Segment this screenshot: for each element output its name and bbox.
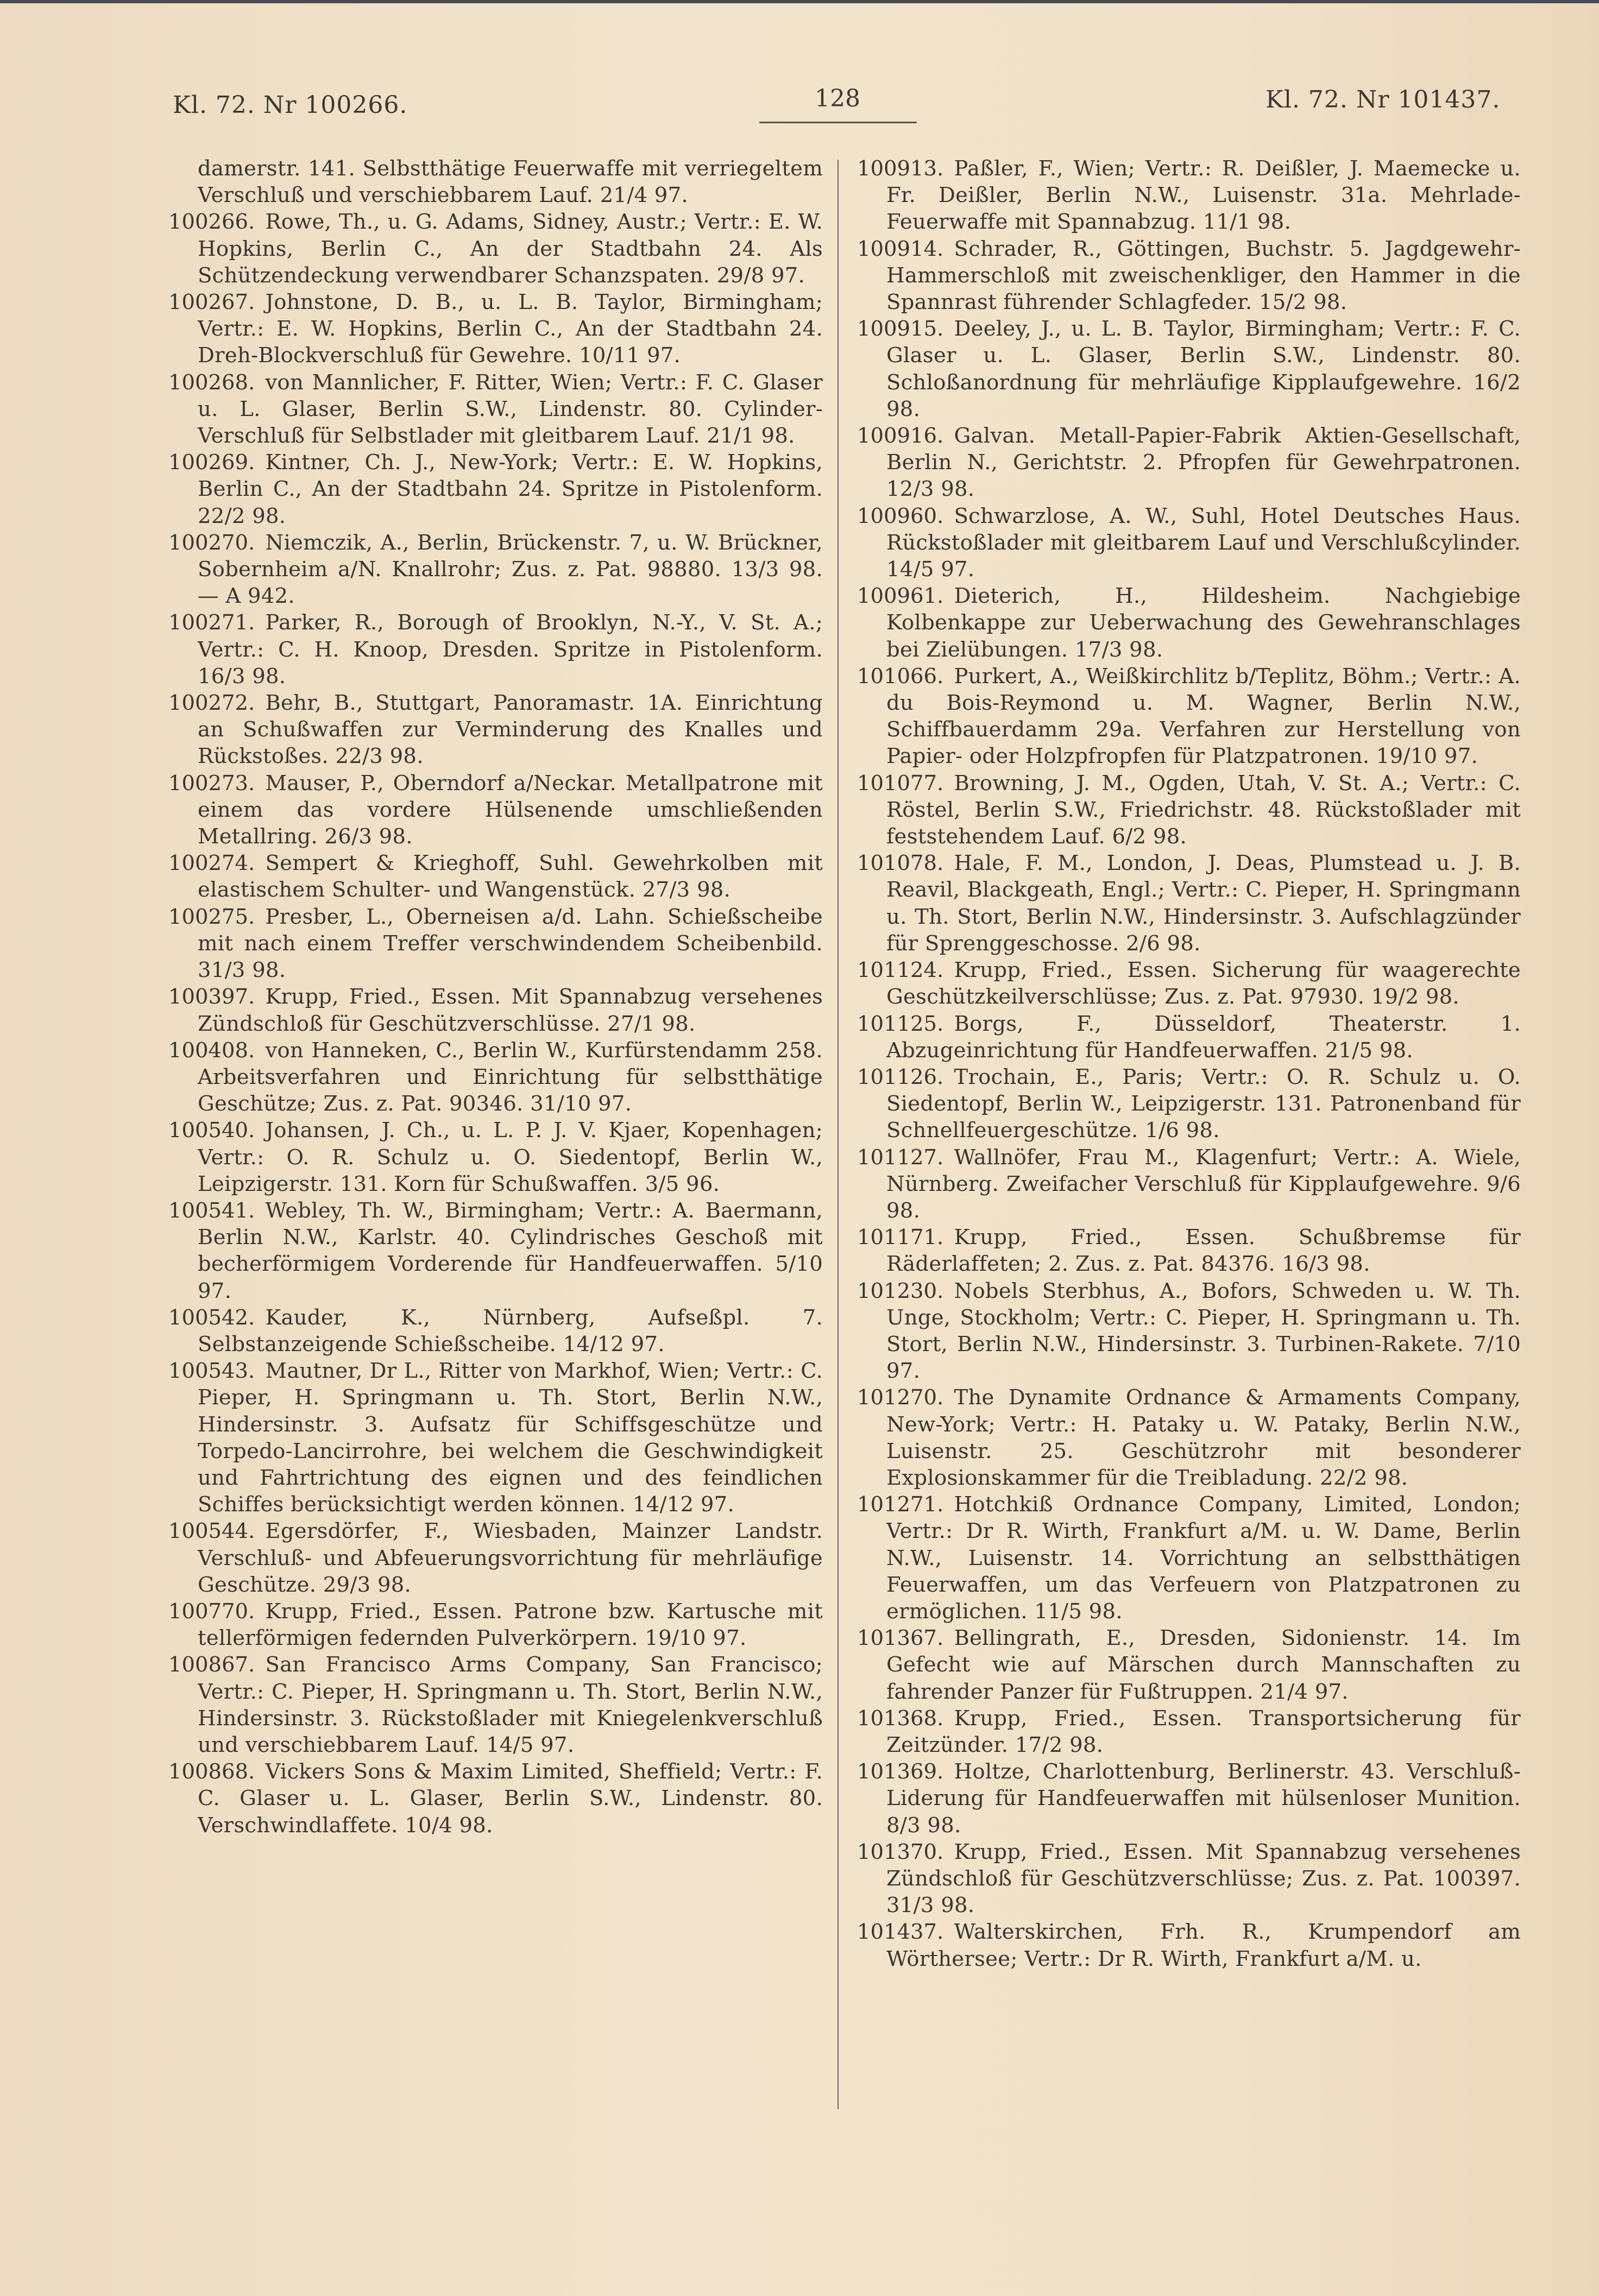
entry-text: Holtze, Charlottenburg, Berlinerstr. 43. Verschluß-Liderung für Handfeuerwaffen mit hülsenloser Munition. 8/3 98. — [886, 1759, 1521, 1838]
patent-entry — [857, 422, 1521, 503]
entry-text: Webley, Th. W., Birmingham; Vertr.: A. Baermann, Berlin N.W., Karlstr. 40. Cylindrisches Geschoß mit becherförmigem Vorderende für Handfeuerwaffen. 5/10 97. — [198, 1198, 823, 1303]
patent-number: 101437. — [857, 1920, 944, 1945]
patent-number: 100913. — [857, 156, 944, 181]
patent-entry — [857, 957, 1521, 1010]
patent-entry — [857, 1011, 1521, 1064]
document-page — [0, 3, 1599, 2296]
patent-number: 100266. — [168, 210, 255, 235]
patent-number: 101368. — [857, 1706, 944, 1731]
patent-number: 100269. — [168, 450, 255, 475]
patent-number: 101367. — [857, 1626, 944, 1651]
patent-entry — [168, 1358, 823, 1518]
patent-entry — [857, 770, 1521, 850]
patent-number: 101078. — [857, 851, 944, 876]
patent-number: 101066. — [857, 664, 944, 689]
header-right-range: Kl. 72. Nr 101437. — [1266, 86, 1501, 113]
entry-text: The Dynamite Ordnance & Armaments Company, New-York; Vertr.: H. Pataky u. W. Pataky, Berlin N.W., Luisenstr. 25. Geschützrohr mit besonderer Explosionskammer für die Treibladung. 22/2 98. — [886, 1385, 1521, 1490]
right-column — [857, 155, 1521, 1972]
patent-number: 100543. — [168, 1359, 255, 1384]
patent-entry — [857, 1064, 1521, 1144]
entry-text: Kintner, Ch. J., New-York; Vertr.: E. W. Hopkins, Berlin C., An der Stadtbahn 24. Spritze in Pistolenform. 22/2 98. — [198, 450, 823, 528]
entry-text: Schwarzlose, A. W., Suhl, Hotel Deutsches Haus. Rückstoßlader mit gleitbarem Lauf und Verschlußcylinder. 14/5 97. — [886, 503, 1521, 582]
patent-entry — [857, 503, 1521, 583]
patent-number: 100397. — [168, 985, 255, 1010]
entry-text: Johnstone, D. B., u. L. B. Taylor, Birmingham; Vertr.: E. W. Hopkins, Berlin C., An der Stadtbahn 24. Dreh-Blockverschluß für Gewehre. 10/11 97. — [198, 290, 823, 368]
patent-entry — [168, 1598, 823, 1651]
patent-number: 100274. — [168, 851, 255, 876]
patent-number: 100914. — [857, 236, 944, 261]
patent-entry — [168, 770, 823, 850]
patent-number: 101270. — [857, 1385, 944, 1410]
patent-entry — [857, 1224, 1521, 1277]
entry-text: Krupp, Fried., Essen. Patrone bzw. Kartusche mit tellerförmigen federnden Pulverkörpern. 19/10 97. — [198, 1599, 823, 1651]
header-left-range: Kl. 72. Nr 100266. — [173, 91, 408, 119]
patent-entry — [857, 1839, 1521, 1919]
entry-text: Egersdörfer, F., Wiesbaden, Mainzer Landstr. Verschluß- und Abfeuerungsvorrichtung für mehrläufige Geschütze. 29/3 98. — [198, 1519, 823, 1597]
entry-text: Rowe, Th., u. G. Adams, Sidney, Austr.; Vertr.: E. W. Hopkins, Berlin C., An der Stadtbahn 24. Als Schützendeckung verwendbarer Schanzspaten. 29/8 97. — [198, 210, 823, 288]
patent-entry — [857, 1384, 1521, 1491]
patent-entry — [168, 1037, 823, 1118]
entry-text: Nobels Sterbhus, A., Bofors, Schweden u. W. Th. Unge, Stockholm; Vertr.: C. Pieper, H. Springmann u. Th. Stort, Berlin N.W., Hindersinstr. 3. Turbinen-Rakete. 7/10 97. — [886, 1278, 1521, 1384]
patent-entry — [857, 155, 1521, 236]
patent-entry — [168, 209, 823, 289]
entry-text: Bellingrath, E., Dresden, Sidonienstr. 14. Im Gefecht wie auf Märschen durch Mannschaften zu fahrender Panzer für Fußtruppen. 21/4 97. — [886, 1626, 1521, 1704]
page-number-rule — [759, 122, 917, 123]
entry-text: Browning, J. M., Ogden, Utah, V. St. A.; Vertr.: C. Röstel, Berlin S.W., Friedrichstr. 48. Rückstoßlader mit feststehendem Lauf. 6/2 98. — [886, 771, 1521, 849]
entry-text: Deeley, J., u. L. B. Taylor, Birmingham; Vertr.: F. C. Glaser u. L. Glaser, Berlin S.W., Lindenstr. 80. Schloßanordnung für mehrläufige Kipplaufgewehre. 16/2 98. — [886, 317, 1521, 421]
entry-text: damerstr. 141. Selbstthätige Feuerwaffe mit verriegeltem Verschluß und verschiebbarem Lauf. 21/4 97. — [198, 156, 823, 208]
entry-text: Purkert, A., Weißkirchlitz b/Teplitz, Böhm.; Vertr.: A. du Bois-Reymond u. M. Wagner, Berlin N.W., Schiffbauerdamm 29a. Verfahren zur Herstellung von Papier- oder Holzpfropfen für Platzpatronen. 19/10 97. — [886, 664, 1521, 769]
entry-text: Hotchkiß Ordnance Company, Limited, London; Vertr.: Dr R. Wirth, Frankfurt a/M. u. W. Dame, Berlin N.W., Luisenstr. 14. Vorrichtung an selbstthätigen Feuerwaffen, um das Verfeuern von Platzpatronen zu ermöglichen. 11/5 98. — [886, 1492, 1521, 1624]
patent-entry — [168, 1651, 823, 1758]
patent-entry — [168, 1758, 823, 1839]
continued-entry — [168, 155, 823, 209]
patent-entry — [857, 583, 1521, 663]
patent-entry — [168, 1117, 823, 1197]
entry-text: Sempert & Krieghoff, Suhl. Gewehrkolben mit elastischem Schulter- und Wangenstück. 27/3 98. — [198, 851, 823, 903]
patent-number: 100544. — [168, 1519, 255, 1544]
column-divider — [838, 160, 839, 2109]
entry-text: Krupp, Fried., Essen. Mit Spannabzug versehenes Zündschloß für Geschützverschlüsse. 27/1 98. — [198, 985, 823, 1036]
entry-text: Mautner, Dr L., Ritter von Markhof, Wien; Vertr.: C. Pieper, H. Springmann u. Th. Stort, Berlin N.W., Hindersinstr. 3. Aufsatz für Schiffsgeschütze und Torpedo-Lancirrohre, bei welchem die Geschwindigkeit und Fahrtrichtung des eignen und des feindlichen Schiffes berücksichtigt werden können. 14/12 97. — [198, 1359, 823, 1517]
entry-text: Trochain, E., Paris; Vertr.: O. R. Schulz u. O. Siedentopf, Berlin W., Leipzigerstr. 131. Patronenband für Schnellfeuergeschütze. 1/6 98. — [886, 1064, 1521, 1143]
patent-entry — [168, 289, 823, 369]
patent-entry — [857, 316, 1521, 422]
patent-entry — [857, 850, 1521, 957]
patent-entry — [168, 609, 823, 690]
entry-text: Kauder, K., Nürnberg, Aufseßpl. 7. Selbstanzeigende Schießscheibe. 14/12 97. — [198, 1305, 823, 1357]
entry-text: Galvan. Metall-Papier-Fabrik Aktien-Gesellschaft, Berlin N., Gerichtstr. 2. Pfropfen für Gewehrpatronen. 12/3 98. — [886, 424, 1521, 502]
entry-text: Johansen, J. Ch., u. L. P. J. V. Kjaer, Kopenhagen; Vertr.: O. R. Schulz u. O. Siedentopf, Berlin W., Leipzigerstr. 131. Korn für Schußwaffen. 3/5 96. — [198, 1118, 823, 1196]
entry-text: Schrader, R., Göttingen, Buchstr. 5. Jagdgewehr-Hammerschloß mit zweischenkliger, den Hammer in die Spannrast führender Schlagfeder. 15/2 98. — [886, 236, 1521, 315]
patent-number: 100868. — [168, 1759, 255, 1784]
entry-text: Parker, R., Borough of Brooklyn, N.-Y., V. St. A.; Vertr.: C. H. Knoop, Dresden. Spritze in Pistolenform. 16/3 98. — [198, 610, 823, 689]
patent-number: 101127. — [857, 1145, 944, 1170]
patent-number: 101230. — [857, 1278, 944, 1303]
patent-number: 101126. — [857, 1064, 944, 1089]
entry-text: Vickers Sons & Maxim Limited, Sheffield; Vertr.: F. C. Glaser u. L. Glaser, Berlin S.W., Lindenstr. 80. Verschwindlaffete. 10/4 98. — [198, 1759, 823, 1838]
patent-entry — [857, 1758, 1521, 1839]
patent-entry — [857, 663, 1521, 770]
patent-entry — [857, 1278, 1521, 1385]
patent-number: 100915. — [857, 317, 944, 342]
running-header — [0, 85, 1599, 134]
patent-number: 101125. — [857, 1011, 944, 1036]
patent-number: 100408. — [168, 1038, 255, 1063]
left-column — [168, 155, 823, 1839]
entry-text: Walterskirchen, Frh. R., Krumpendorf am Wörthersee; Vertr.: Dr R. Wirth, Frankfurt a/M. u. — [886, 1920, 1521, 1971]
patent-entry — [168, 369, 823, 450]
patent-entry — [857, 1705, 1521, 1758]
entry-text: San Francisco Arms Company, San Francisco; Vertr.: C. Pieper, H. Springmann u. Th. Stort, Berlin N.W., Hindersinstr. 3. Rückstoßlader mit Kniegelenkverschluß und verschiebbarem Lauf. 14/5 97. — [198, 1652, 823, 1757]
entry-text: Borgs, F., Düsseldorf, Theaterstr. 1. Abzugeinrichtung für Handfeuerwaffen. 21/5 98. — [886, 1011, 1521, 1063]
entry-text: Krupp, Fried., Essen. Transportsicherung für Zeitzünder. 17/2 98. — [886, 1706, 1521, 1757]
entry-text: Wallnöfer, Frau M., Klagenfurt; Vertr.: A. Wiele, Nürnberg. Zweifacher Verschluß für Kipplaufgewehre. 9/6 98. — [886, 1145, 1521, 1223]
patent-entry — [857, 1625, 1521, 1705]
entry-text: Behr, B., Stuttgart, Panoramastr. 1A. Einrichtung an Schußwaffen zur Verminderung des Knalles und Rückstoßes. 22/3 98. — [198, 691, 823, 769]
entry-text: Krupp, Fried., Essen. Schußbremse für Räderlaffeten; 2. Zus. z. Pat. 84376. 16/3 98. — [886, 1225, 1521, 1277]
patent-number: 101171. — [857, 1225, 944, 1250]
patent-number: 100270. — [168, 530, 255, 555]
patent-entry — [168, 529, 823, 610]
entry-text: Hale, F. M., London, J. Deas, Plumstead u. J. B. Reavil, Blackgeath, Engl.; Vertr.: C. Pieper, H. Springmann u. Th. Stort, Berlin N.W., Hindersinstr. 3. Aufschlagzünder für Sprenggeschosse. 2/6 98. — [886, 851, 1521, 956]
patent-entry — [857, 1919, 1521, 1972]
entry-text: Dieterich, H., Hildesheim. Nachgiebige Kolbenkappe zur Ueberwachung des Gewehranschlages bei Zielübungen. 17/3 98. — [886, 584, 1521, 662]
entry-text: von Hanneken, C., Berlin W., Kurfürstendamm 258. Arbeitsverfahren und Einrichtung für selbstthätige Geschütze; Zus. z. Pat. 90346. 31/10 97. — [198, 1038, 823, 1117]
patent-number: 100541. — [168, 1198, 255, 1223]
patent-number: 100275. — [168, 904, 255, 929]
entry-text: Paßler, F., Wien; Vertr.: R. Deißler, J. Maemecke u. Fr. Deißler, Berlin N.W., Luisenstr. 31a. Mehrlade-Feuerwaffe mit Spannabzug. 11/1 98. — [886, 156, 1521, 235]
patent-entry — [168, 449, 823, 529]
entry-text: von Mannlicher, F. Ritter, Wien; Vertr.: F. C. Glaser u. L. Glaser, Berlin S.W., Lindenstr. 80. Cylinder-Verschluß für Selbstlader mit gleitbarem Lauf. 21/1 98. — [198, 370, 823, 449]
patent-number: 100961. — [857, 584, 944, 609]
patent-number: 100268. — [168, 370, 255, 395]
page-number: 128 — [815, 85, 860, 112]
patent-number: 100867. — [168, 1652, 255, 1677]
patent-number: 100271. — [168, 610, 255, 635]
patent-entry — [168, 1518, 823, 1598]
patent-number: 100542. — [168, 1305, 255, 1330]
patent-entry — [168, 850, 823, 903]
patent-number: 100540. — [168, 1118, 255, 1143]
patent-number: 100267. — [168, 290, 255, 315]
entry-text: Krupp, Fried., Essen. Mit Spannabzug versehenes Zündschloß für Geschützverschlüsse; Zus. z. Pat. 100397. 31/3 98. — [886, 1839, 1521, 1918]
entry-text: Krupp, Fried., Essen. Sicherung für waagerechte Geschützkeilverschlüsse; Zus. z. Pat. 97930. 19/2 98. — [886, 958, 1521, 1010]
patent-number: 100960. — [857, 503, 944, 528]
patent-number: 101369. — [857, 1759, 944, 1784]
patent-entry — [168, 904, 823, 984]
patent-entry — [168, 1197, 823, 1304]
patent-number: 101271. — [857, 1492, 944, 1517]
patent-number: 100273. — [168, 771, 255, 796]
patent-number: 101077. — [857, 771, 944, 796]
patent-entry — [168, 690, 823, 770]
entry-text: Presber, L., Oberneisen a/d. Lahn. Schießscheibe mit nach einem Treffer verschwindendem Scheibenbild. 31/3 98. — [198, 904, 823, 983]
patent-entry — [857, 1491, 1521, 1625]
patent-number: 100916. — [857, 424, 944, 449]
patent-entry — [857, 236, 1521, 316]
patent-number: 100272. — [168, 691, 255, 716]
patent-number: 101370. — [857, 1839, 944, 1864]
patent-number: 101124. — [857, 958, 944, 983]
patent-entry — [857, 1144, 1521, 1225]
patent-entry — [168, 1304, 823, 1358]
patent-number: 100770. — [168, 1599, 255, 1624]
entry-text: Niemczik, A., Berlin, Brückenstr. 7, u. W. Brückner, Sobernheim a/N. Knallrohr; Zus. z. Pat. 98880. 13/3 98. — A 942. — [198, 530, 823, 609]
patent-entry — [168, 983, 823, 1037]
entry-text: Mauser, P., Oberndorf a/Neckar. Metallpatrone mit einem das vordere Hülsenende umschließenden Metallring. 26/3 98. — [198, 771, 823, 849]
